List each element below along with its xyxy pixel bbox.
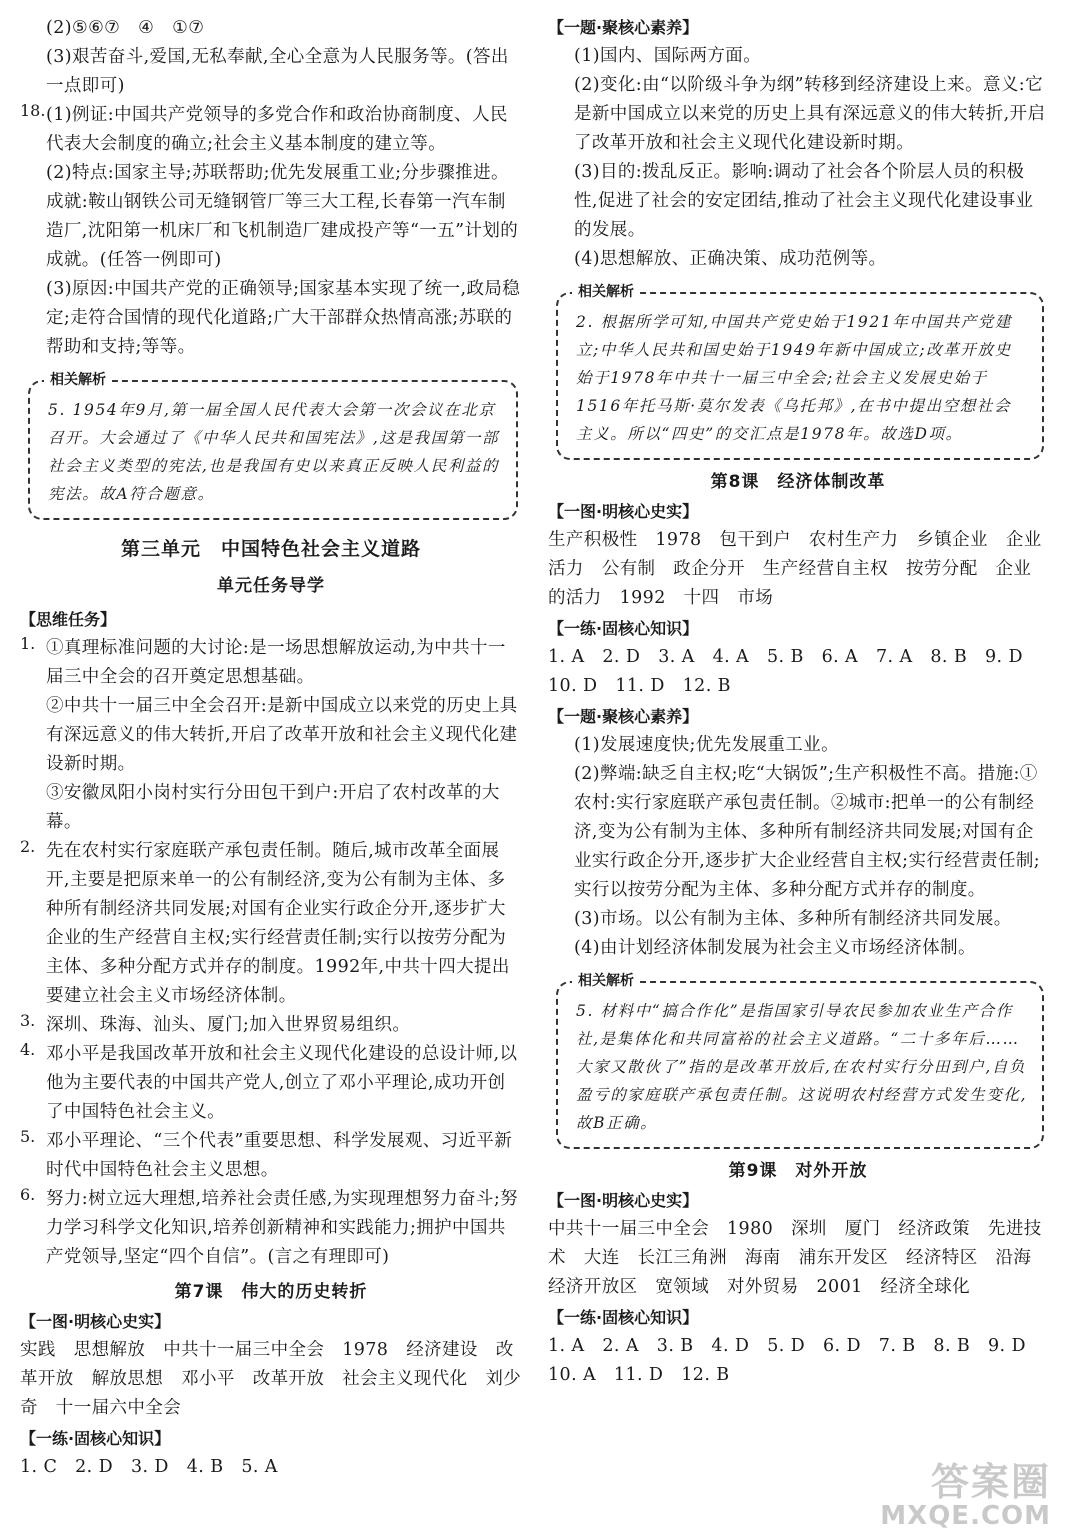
answer-line: (2)弊端:缺乏自主权;吃“大锅饭”;生产积极性不高。措施:①农村:实行家庭联产承包责任制。②城市:把单一的公有制经济,变为公有制为主体、多种所有制经济共同发展;对国有企业实行政企分开,逐步扩大企业经营自主权;实行经营责任制;实行以按劳分配为主体、多种分配方式并存的制度。 xyxy=(574,764,1041,900)
answer-line: (3)艰苦奋斗,爱国,无私奉献,全心全意为人民服务等。(答出一点即可) xyxy=(46,47,509,96)
analysis-text: 5. 1954年9月,第一届全国人民代表大会第一次会议在北京召开。大会通过了《中华人民共和国宪法》,这是我国第一部社会主义类型的宪法,也是我国有史以来真正反映人民利益的宪法。故A符合题意。 xyxy=(48,401,500,503)
item-number: 6. xyxy=(20,1185,36,1204)
section-heading: 【一图·明核心史实】 xyxy=(548,1191,699,1210)
section-heading: 【一练·固核心知识】 xyxy=(548,1308,699,1327)
item-number: 5. xyxy=(20,1127,36,1146)
analysis-label: 相关解析 xyxy=(572,971,640,991)
item-text: ③安徽凤阳小岗村实行分田包干到户:开启了农村改革的大幕。 xyxy=(46,783,500,832)
section-heading: 【思维任务】 xyxy=(20,610,117,629)
watermark-url: MXQE.COM xyxy=(880,1501,1051,1531)
item-text: 邓小平理论、“三个代表”重要思想、科学发展观、习近平新时代中国特色社会主义思想。 xyxy=(46,1131,513,1180)
lesson-8-title: 第8课 经济体制改革 xyxy=(710,472,886,492)
section-heading: 【一图·明核心史实】 xyxy=(20,1312,171,1331)
analysis-text: 5. 材料中“搞合作化”是指国家引导农民参加农业生产合作社,是集体化和共同富裕的社会主义道路。“二十多年后……大家又散伙了”指的是改革开放后,在农村实行分田到户,自负盈亏的家庭联产承包责任制。这说明农村经营方式发生变化,故B正确。 xyxy=(576,1002,1028,1132)
item-text: 先在农村实行家庭联产承包责任制。随后,城市改革全面展开,主要是把原来单一的公有制经济,变为公有制为主体、多种所有制经济共同发展;对国有企业实行政企分开,逐步扩大企业的生产经营自主权;实行经营责任制;实行以按劳分配为主体、多种分配方式并存的制度。1992年,中共十四大提出要建立社会主义市场经济体制。 xyxy=(46,841,510,1006)
task-item-6 xyxy=(20,1185,522,1272)
item-number: 1. xyxy=(20,634,36,653)
key-facts-text: 实践 思想解放 中共十一届三中全会 1978 经济建设 改革开放 解放思想 邓小平 改革开放 社会主义现代化 刘少奇 十一届六中全会 xyxy=(20,1340,522,1418)
analysis-box xyxy=(556,973,1044,1149)
key-facts-text: 生产积极性 1978 包干到户 农村生产力 乡镇企业 企业活力 公有制 政企分开 生产经营自主权 按劳分配 企业的活力 1992 十四 市场 xyxy=(548,530,1042,608)
section-heading: 【一题·聚核心素养】 xyxy=(548,18,699,37)
item-number: 2. xyxy=(20,837,36,856)
drill-answers: 1. A 2. A 3. B 4. D 5. D 6. D 7. B 8. B 9. D 10. A 11. D 12. B xyxy=(548,1336,1044,1385)
key-facts-text: 中共十一届三中全会 1980 深圳 厦门 经济政策 先进技术 大连 长江三角洲 海南 浦东开发区 经济特区 沿海经济开放区 宽领域 对外贸易 2001 经济全球化 xyxy=(548,1219,1042,1297)
answer-line: (2)变化:由“以阶级斗争为纲”转移到经济建设上来。意义:它是新中国成立以来党的历史上具有深远意义的伟大转折,开启了改革开放和社会主义现代化建设新时期。 xyxy=(574,75,1046,153)
question-18 xyxy=(20,101,522,362)
analysis-label: 相关解析 xyxy=(44,370,112,390)
drill-answers: 1. A 2. D 3. A 4. A 5. B 6. A 7. A 8. B 9. D 10. D 11. D 12. B xyxy=(548,647,1041,696)
task-item-5 xyxy=(20,1127,522,1185)
analysis-box xyxy=(556,284,1044,460)
answer-line: (2)⑤⑥⑦ ④ ①⑦ xyxy=(46,18,205,38)
section-heading: 【一题·聚核心素养】 xyxy=(548,707,699,726)
answer-line: (2)特点:国家主导;苏联帮助;优先发展重工业;分步骤推进。成就:鞍山钢铁公司无缝钢管厂等三大工程,长春第一汽车制造厂,沈阳第一机床厂和飞机制造厂建成投产等“一五”计划的成就。(任答一例即可) xyxy=(46,163,519,270)
section-heading: 【一练·固核心知识】 xyxy=(548,619,699,638)
item-text: ①真理标准问题的大讨论:是一场思想解放运动,为中共十一届三中全会的召开奠定思想基础。 xyxy=(46,638,506,687)
drill-answers: 1. C 2. D 3. D 4. B 5. A xyxy=(20,1457,278,1477)
lesson-7-title: 第7课 伟大的历史转折 xyxy=(174,1282,368,1302)
answer-line: (3)目的:拨乱反正。影响:调动了社会各个阶层人员的积极性,促进了社会的安定团结,推动了社会主义现代化建设事业的发展。 xyxy=(574,162,1034,240)
answer-line: (3)原因:中国共产党的正确领导;国家基本实现了统一,政局稳定;走符合国情的现代化道路;广大干部群众热情高涨;苏联的帮助和支持;等等。 xyxy=(46,279,521,357)
answer-line: (1)例证:中国共产党领导的多党合作和政治协商制度、人民代表大会制度的确立;社会主义基本制度的建立等。 xyxy=(46,105,508,154)
unit-title: 第三单元 中国特色社会主义道路 xyxy=(120,538,421,560)
section-heading: 【一练·固核心知识】 xyxy=(20,1429,171,1448)
watermark-text: 答案圈 xyxy=(930,1460,1051,1504)
item-text: 努力:树立远大理想,培养社会责任感,为实现理想努力奋斗;努力学习科学文化知识,培养创新精神和实践能力;拥护中国共产党领导,坚定“四个自信”。(言之有理即可) xyxy=(46,1189,519,1267)
answer-line: (1)国内、国际两方面。 xyxy=(574,46,762,66)
watermark-logo xyxy=(880,1462,1051,1530)
item-text: ②中共十一届三中全会召开:是新中国成立以来党的历史上具有深远意义的伟大转折,开启了改革开放和社会主义现代化建设新时期。 xyxy=(46,696,518,774)
lesson-9-title: 第9课 对外开放 xyxy=(728,1161,868,1181)
answer-line: (4)思想解放、正确决策、成功范例等。 xyxy=(574,249,887,269)
item-number: 3. xyxy=(20,1011,36,1030)
item-number: 4. xyxy=(20,1040,36,1059)
analysis-label: 相关解析 xyxy=(572,282,640,302)
right-column xyxy=(548,14,1048,1390)
item-text: 深圳、珠海、汕头、厦门;加入世界贸易组织。 xyxy=(46,1015,411,1035)
answer-line: (4)由计划经济体制发展为社会主义市场经济体制。 xyxy=(574,938,976,958)
task-item-3 xyxy=(20,1011,522,1040)
task-item-4 xyxy=(20,1040,522,1127)
question-number: 18. xyxy=(20,101,46,120)
answer-line: (1)发展速度快;优先发展重工业。 xyxy=(574,735,839,755)
answer-line: (3)市场。以公有制为主体、多种所有制经济共同发展。 xyxy=(574,909,1012,929)
item-text: 邓小平是我国改革开放和社会主义现代化建设的总设计师,以他为主要代表的中国共产党人,创立了邓小平理论,成功开创了中国特色社会主义。 xyxy=(46,1044,518,1122)
analysis-text: 2. 根据所学可知,中国共产党史始于1921年中国共产党建立;中华人民共和国史始于1949年新中国成立;改革开放史始于1978年中共十一届三中全会;社会主义发展史始于1516年托马斯·莫尔发表《乌托邦》,在书中提出空想社会主义。所以“四史”的交汇点是1978年。故选D项。 xyxy=(576,313,1012,443)
task-item-2 xyxy=(20,837,522,1011)
task-item-1 xyxy=(20,634,522,837)
left-column xyxy=(20,14,522,1482)
unit-subtitle: 单元任务导学 xyxy=(217,576,325,596)
section-heading: 【一图·明核心史实】 xyxy=(548,502,699,521)
analysis-box xyxy=(28,372,518,520)
